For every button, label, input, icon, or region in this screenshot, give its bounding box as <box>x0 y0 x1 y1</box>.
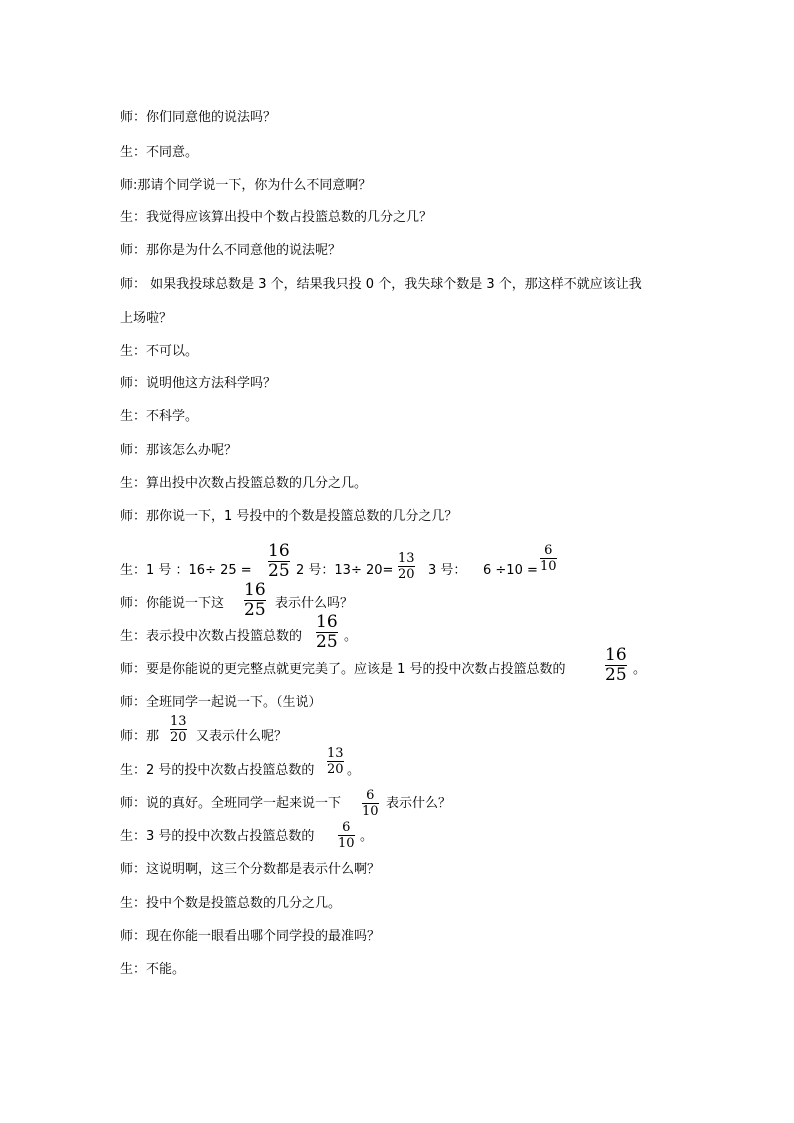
fraction-denominator: 20 <box>170 730 187 745</box>
dialogue-line: 生：3 号的投中次数占投篮总数的 <box>120 829 315 844</box>
dialogue-line: 。 <box>360 829 374 844</box>
fraction-denominator: 25 <box>268 561 290 581</box>
fraction-16-25 <box>316 614 338 651</box>
fraction-numerator: 16 <box>244 580 266 600</box>
fraction-numerator: 16 <box>605 645 627 665</box>
dialogue-line: 表示什么吗？ <box>275 596 354 611</box>
fraction-denominator: 25 <box>316 632 338 652</box>
fraction-denominator: 20 <box>327 762 344 777</box>
fraction-6-10 <box>540 544 557 573</box>
dialogue-line: 师：那你是为什么不同意他的说法呢？ <box>120 243 342 258</box>
dialogue-line: 师：那该怎么办呢？ <box>120 443 238 458</box>
dialogue-line: 师：这说明啊，这三个分数都是表示什么啊？ <box>120 862 381 877</box>
fraction-6-10 <box>362 789 379 818</box>
dialogue-line: 师：全班同学一起说一下。（生说） <box>120 695 322 710</box>
fraction-numerator: 13 <box>327 746 344 761</box>
dialogue-line: 生：不科学。 <box>120 409 199 424</box>
fraction-13-20 <box>170 715 187 744</box>
dialogue-line: 。 <box>633 662 647 677</box>
dialogue-line: 生：2 号的投中次数占投篮总数的 <box>120 763 315 778</box>
dialogue-line: 生：算出投中次数占投篮总数的几分之几。 <box>120 476 368 491</box>
fraction-denominator: 10 <box>540 559 557 574</box>
fraction-denominator: 10 <box>338 836 355 851</box>
dialogue-line: 师：那你说一下，1 号投中的个数是投篮总数的几分之几？ <box>120 509 458 524</box>
dialogue-line: 生：不能。 <box>120 962 186 977</box>
fraction-numerator: 6 <box>544 543 553 558</box>
dialogue-line: 生：我觉得应该算出投中个数占投篮总数的几分之几？ <box>120 210 433 225</box>
fraction-denominator: 25 <box>605 665 627 685</box>
dialogue-line: 又表示什么呢？ <box>196 729 288 744</box>
dialogue-line: 生：表示投中次数占投篮总数的 <box>120 629 303 644</box>
dialogue-line: 师：你能说一下这 <box>120 596 225 611</box>
dialogue-line: 师：现在你能一眼看出哪个同学投的最准吗？ <box>120 929 381 944</box>
fraction-16-25 <box>244 582 266 619</box>
dialogue-line: 生：不可以。 <box>120 344 199 359</box>
dialogue-line: 生：1 号 ：16÷ 25 = <box>120 563 252 578</box>
dialogue-line: 2 号：13÷ 20= <box>296 563 394 578</box>
dialogue-line: 师：说的真好。全班同学一起来说一下 <box>120 796 342 811</box>
fraction-denominator: 25 <box>244 600 266 620</box>
dialogue-line: 。 <box>344 629 358 644</box>
dialogue-line: 师： 如果我投球总数是 3 个，结果我只投 0 个，我失球个数是 3 个，那这样不就应该让我 <box>120 277 642 292</box>
dialogue-line: 3 号： <box>428 563 467 578</box>
fraction-numerator: 16 <box>268 541 290 561</box>
fraction-numerator: 6 <box>366 788 375 803</box>
dialogue-line: 生：投中个数是投篮总数的几分之几。 <box>120 896 342 911</box>
fraction-denominator: 10 <box>362 804 379 819</box>
fraction-numerator: 13 <box>170 714 187 729</box>
fraction-13-20 <box>398 552 415 581</box>
fraction-numerator: 16 <box>316 612 338 632</box>
fraction-13-20 <box>327 747 344 776</box>
fraction-denominator: 20 <box>398 567 415 582</box>
dialogue-line: 生：不同意。 <box>120 145 199 160</box>
fraction-16-25 <box>605 647 627 684</box>
dialogue-line: 表示什么？ <box>386 796 452 811</box>
dialogue-line: 师：你们同意他的说法吗？ <box>120 110 277 125</box>
dialogue-line: 6 ÷10 = <box>483 563 538 578</box>
dialogue-line: 师:那请个同学说一下，你为什么不同意啊？ <box>120 178 372 193</box>
fraction-6-10 <box>338 821 355 850</box>
fraction-16-25 <box>268 543 290 580</box>
dialogue-line: 师：那 <box>120 729 160 744</box>
dialogue-line: 师：说明他这方法科学吗？ <box>120 376 277 391</box>
dialogue-line: 上场啦？ <box>120 311 173 326</box>
fraction-numerator: 6 <box>342 820 351 835</box>
dialogue-line: 。 <box>347 763 361 778</box>
dialogue-line: 师：要是你能说的更完整点就更完美了。应该是 1 号的投中次数占投篮总数的 <box>120 662 566 677</box>
fraction-numerator: 13 <box>398 551 415 566</box>
